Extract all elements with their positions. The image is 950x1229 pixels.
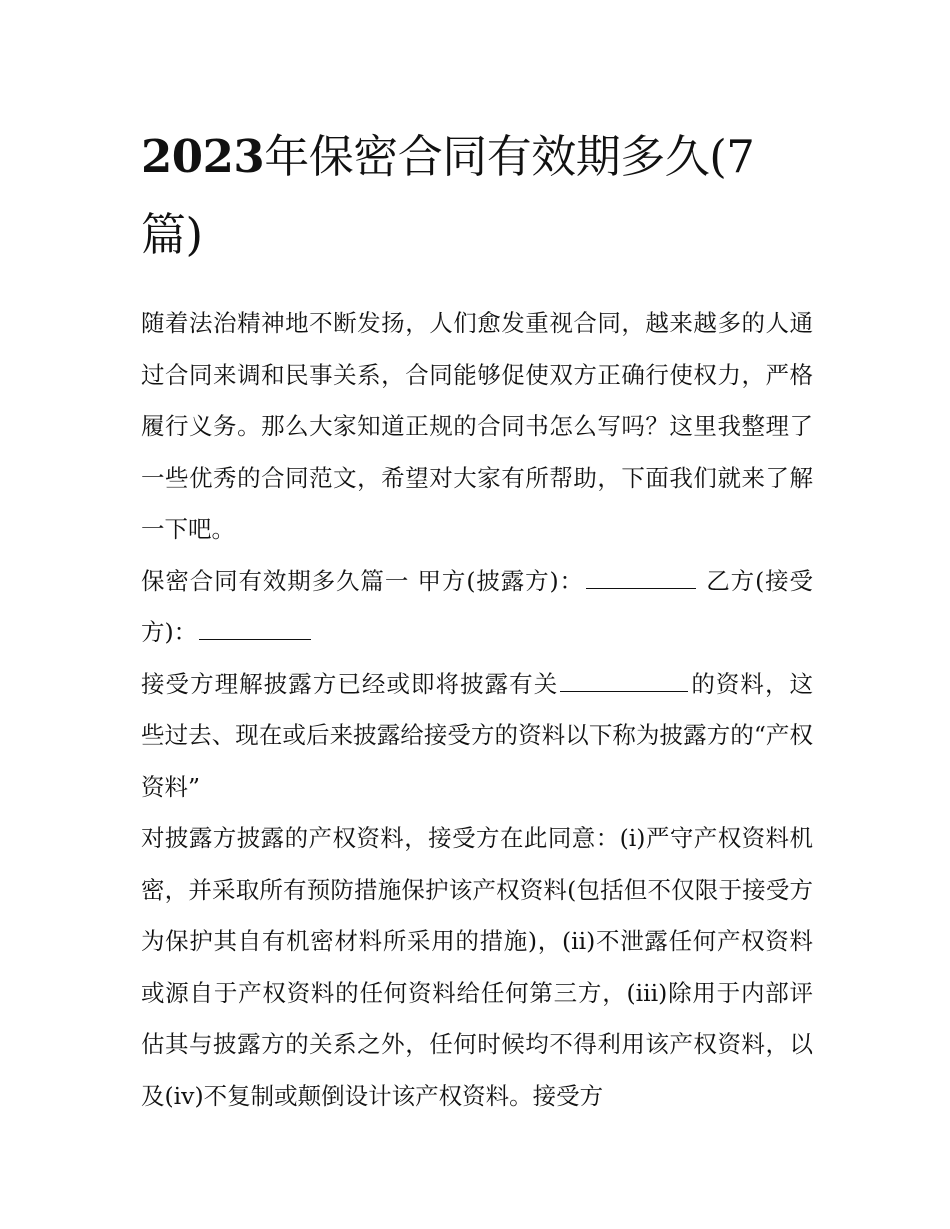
understanding-text-start: 接受方理解披露方已经或即将披露有关 [141, 669, 559, 698]
agreement-paragraph: 对披露方披露的产权资料，接受方在此同意：(i)严守产权资料机密，并采取所有预防措施保护该产权资料(包括但不仅限于接受方为保护其自有机密材料所采用的措施)，(ii)不泄露任何产权资料或源自于产权资料的任何资料给任何第三方，(iii)除用于内部评估其与披露方的关系之外，任何时候均不得利用该产权资料，以及(iv)不复制或颠倒设计该产权资料。接受方 [141, 824, 813, 1110]
document-body [141, 298, 813, 1122]
party-a-blank [586, 568, 696, 589]
title-text: 年保密合同有效期多久(7篇) [141, 130, 755, 261]
document-title [141, 118, 813, 274]
understanding-paragraph [141, 659, 813, 814]
party-b-blank [199, 619, 311, 640]
intro-paragraph: 随着法治精神地不断发扬，人们愈发重视合同，越来越多的人通过合同来调和民事关系，合同能够促使双方正确行使权力，严格履行义务。那么大家知道正规的合同书怎么写吗？这里我整理了一些优秀的合同范文，希望对大家有所帮助，下面我们就来了解一下吧。 [141, 309, 813, 543]
party-a-label: 保密合同有效期多久篇一 甲方(披露方)： [141, 566, 584, 595]
party-b-label: 乙方(接受方)： [141, 566, 814, 646]
understanding-text-end: 的资料，这些过去、现在或后来披露给接受方的资料以下称为披露方的“产权资料” [141, 669, 814, 801]
subject-blank [560, 671, 688, 692]
document-content [141, 118, 813, 1122]
parties-paragraph [141, 556, 813, 659]
title-year: 2023 [141, 130, 265, 183]
